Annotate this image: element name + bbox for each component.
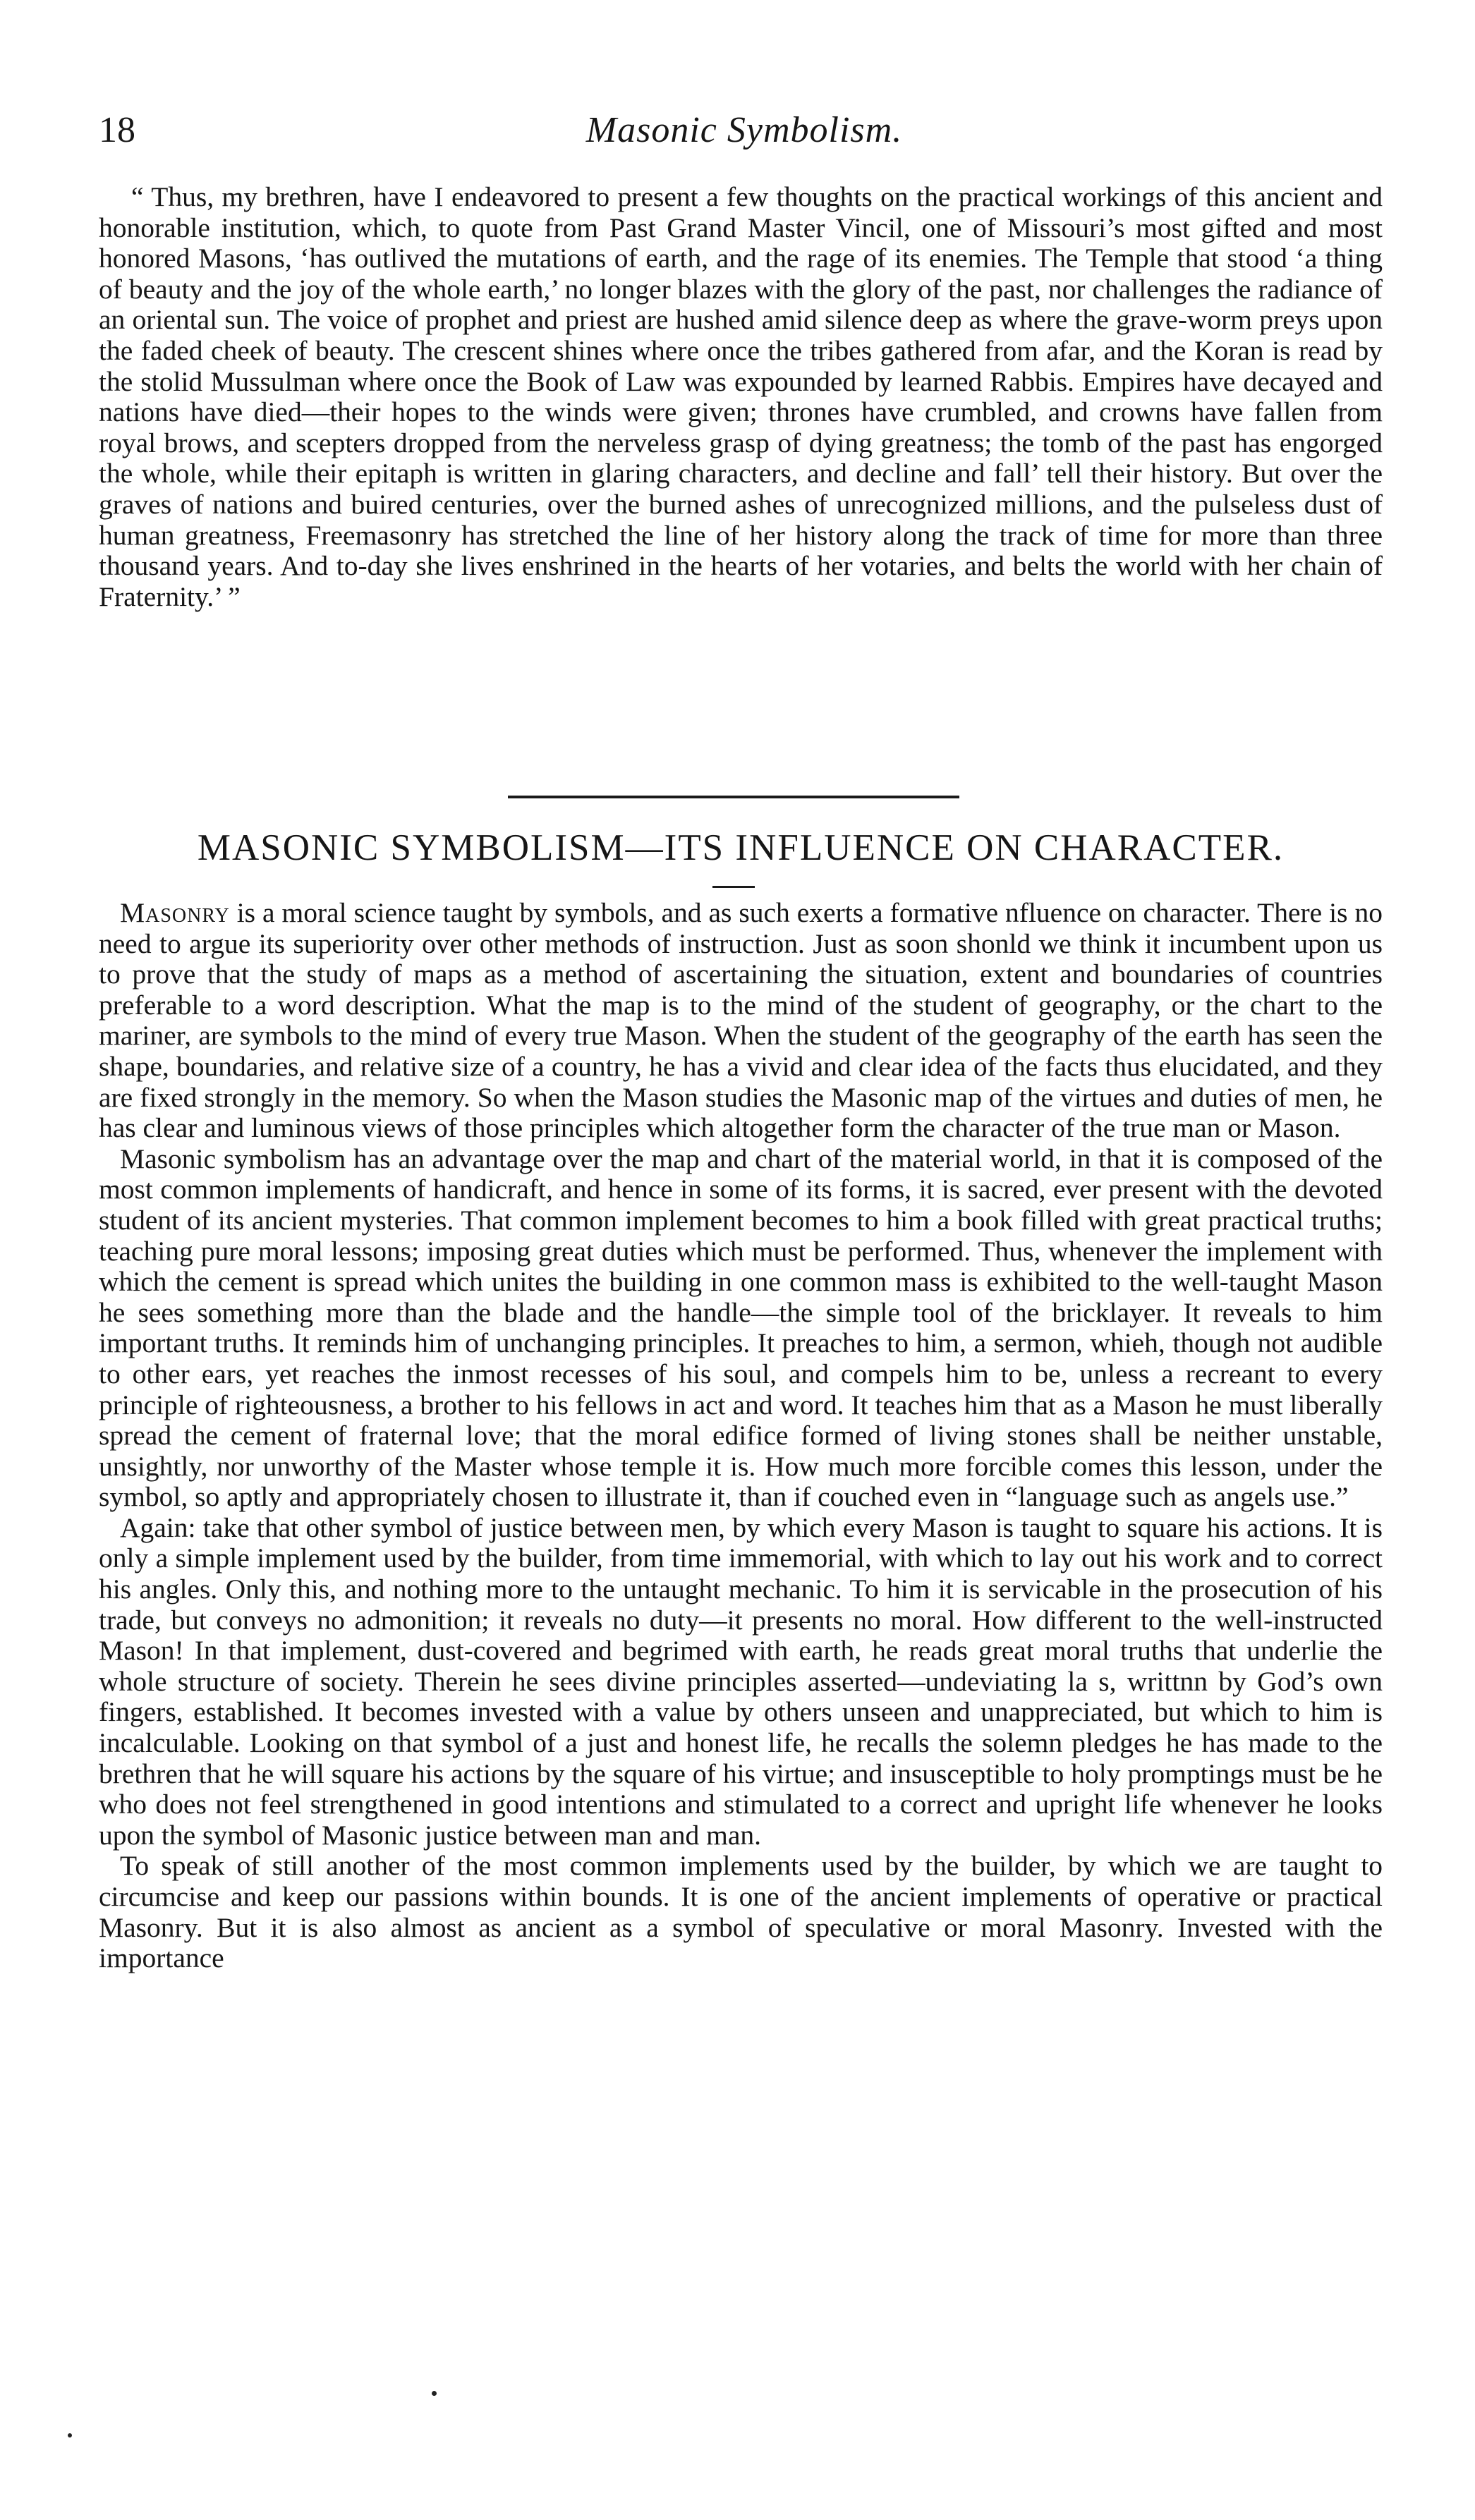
quotation-block [99, 182, 1383, 612]
section-heading: MASONIC SYMBOLISM—ITS INFLUENCE ON CHARACTER. [197, 827, 1285, 868]
running-head [99, 106, 1390, 162]
running-title: Masonic Symbolism. [585, 110, 903, 150]
print-speck [432, 2391, 437, 2396]
body-paragraph-1-text: is a moral science taught by symbols, and as such exerts a formative nfluence on character. There is no need to argue its superiority over other methods of instruction. Just as soon shonld we think it incumbent upon us to prove that the study of maps as a method of ascertaining the situation, extent and boundaries of countries preferable to a word description. What the map is to the mind of the student of geography, or the chart to the mariner, are symbols to the mind of every true Mason. When the student of the geography of the earth has seen the shape, boundaries, and relative size of a country, he has a vivid and clear idea of the facts thus elucidated, and they are fixed strongly in the memory. So when the Mason studies the Masonic map of the virtues and duties of men, he has clear and luminous views of those principles which altogether form the character of the true man or Mason. [99, 897, 1383, 1144]
heading-short-rule [712, 886, 755, 888]
body-paragraph-3: Again: take that other symbol of justice between men, by which every Mason is taught to square his actions. It is only a simple implement used by the builder, from time immemorial, with which to lay out his work and to correct his angles. Only this, and nothing more to the untaught mechanic. To him it is servicable in the prosecution of his trade, but conveys no admonition; it reveals no duty—it presents no moral. How different to the well-instructed Mason! In that implement, dust-covered and begrimed with earth, he reads great moral truths that underlie the whole structure of society. Therein he sees divine principles asserted—undeviating la s, writtnn by God’s own fingers, established. It becomes invested with a value by others unseen and unappreciated, but which to him is incalculable. Looking on that symbol of a just and honest life, he recalls the solemn pledges he has made to the brethren that he will square his actions by the square of his virtue; and insusceptible to holy promptings must be he who does not feel strengthened in good intentions and stimulated to a correct and upright life whenever he looks upon the symbol of Masonic justice between man and man. [99, 1511, 1383, 1851]
body-paragraph-2: Masonic symbolism has an advantage over the map and chart of the material world, in that it is composed of the most common implements of handicraft, and hence in some of its forms, it is sacred, ever present with the devoted student of its ancient mysteries. That common implement becomes to him a book filled with great practical truths; teaching pure moral lessons; imposing great duties which must be performed. Thus, whenever the implement with which the cement is spread which unites the building in one common mass is exhibited to the well-taught Mason he sees something more than the blade and the handle—the simple tool of the bricklayer. It reveals to him important truths. It reminds him of unchanging principles. It preaches to him, a sermon, whieh, though not audible to other ears, yet reaches the inmost recesses of his soul, and compels him to be, unless a recreant to every principle of righteousness, a brother to his fellows in act and word. It teaches him that as a Mason he must liberally spread the cement of fraternal love; that the moral edifice formed of living stones shall be neither unstable, unsightly, nor unworthy of the Master whose temple it is. How much more forcible comes this lesson, under the symbol, so aptly and appropriately chosen to illustrate it, than if couched even in “language such as angels use.” [99, 1143, 1383, 1513]
body-paragraph-4: To speak of still another of the most common implements used by the builder, by which we are taught to circumcise and keep our passions within bounds. It is one of the ancient implements of operative or practical Masonry. But it is also almost as ancient as a symbol of speculative or moral Masonry. Invested with the importance [99, 1850, 1383, 1974]
section-divider-rule [508, 796, 959, 798]
page-number: 18 [99, 110, 135, 150]
quotation-paragraph: “ Thus, my brethren, have I endeavored to present a few thoughts on the practical workings of this ancient and honorable institution, which, to quote from Past Grand Master Vincil, one of Missouri’s most gifted and most honored Masons, ‘has outlived the mutations of earth, and the rage of its enemies. The Temple that stood ‘a thing of beauty and the joy of the whole earth,’ no longer blazes with the glory of the past, nor challenges the radiance of an oriental sun. The voice of prophet and priest are hushed amid silence deep as where the grave-worm preys upon the faded cheek of beauty. The crescent shines where once the tribes gathered from afar, and the Koran is read by the stolid Mussulman where once the Book of Law was expounded by learned Rabbis. Empires have decayed and nations have died—their hopes to the winds were given; thrones have crumbled, and crowns have fallen from royal brows, and scepters dropped from the nerveless grasp of dying greatness; the tomb of the past has engorged the whole, while their epitaph is written in glaring characters, and decline and fall’ tell their history. But over the graves of nations and buired centuries, over the burned ashes of unrecognized millions, and the pulseless dust of human greatness, Freemasonry has stretched the line of her history along the track of time for more than three thousand years. And to-day she lives enshrined in the hearts of her votaries, and belts the world with her chain of Fraternity.’ ” [99, 181, 1383, 612]
print-speck [68, 2433, 72, 2437]
body-paragraph-1 [99, 898, 1383, 1144]
lead-word: Masonry [120, 897, 230, 928]
section-body [99, 898, 1383, 1974]
